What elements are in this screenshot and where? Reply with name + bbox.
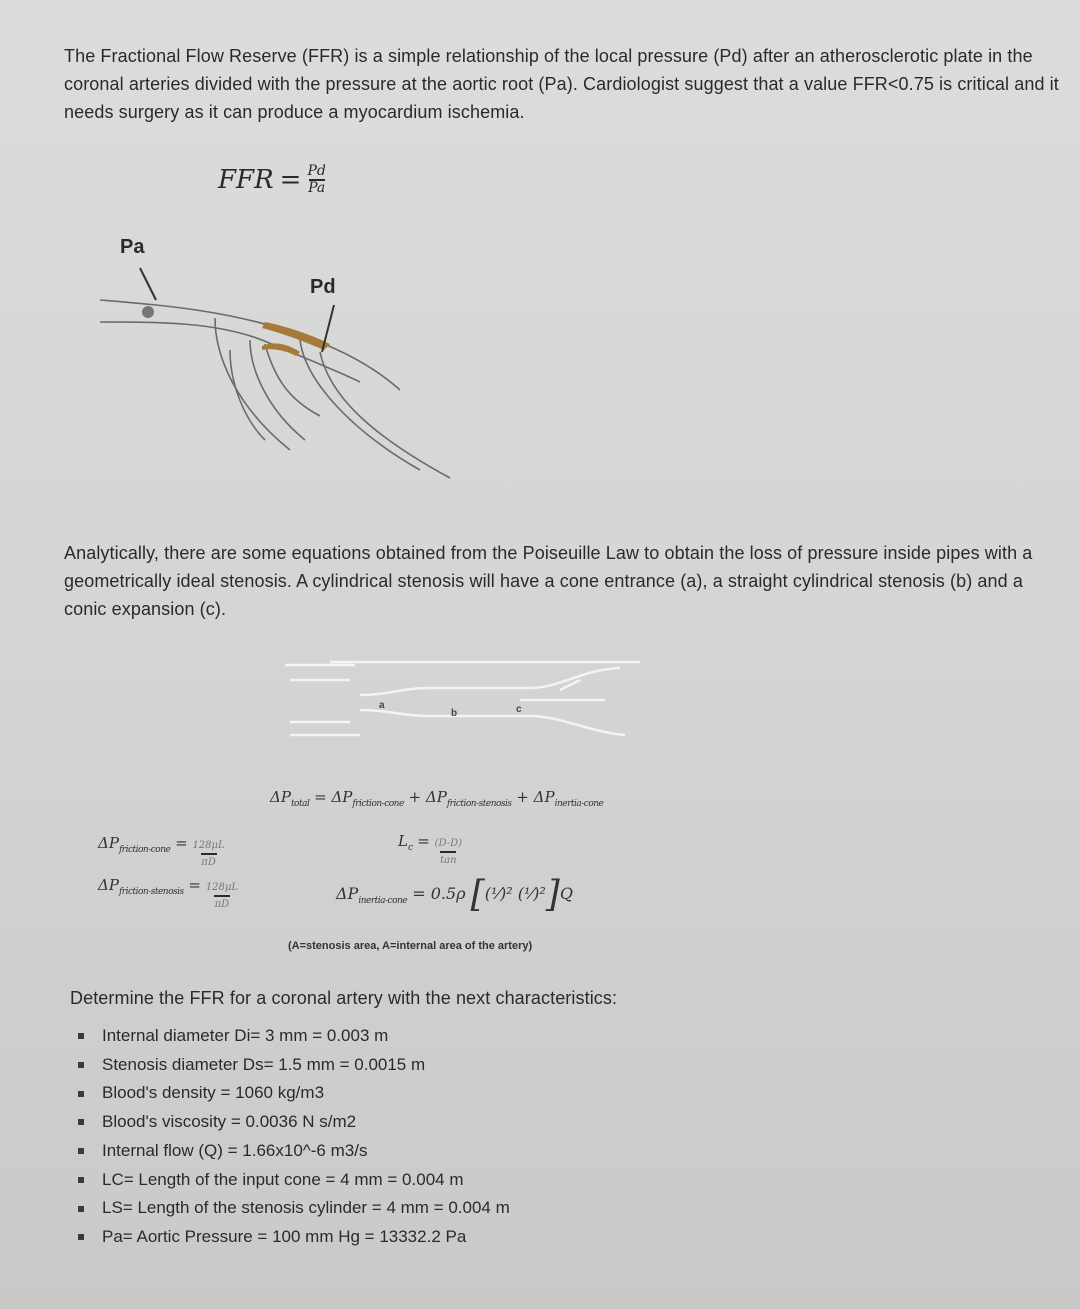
ffr-numerator: Pd — [307, 163, 326, 179]
bullet-icon — [78, 1148, 84, 1154]
ffr-denominator: Pa — [308, 180, 326, 196]
pa-label: Pa — [120, 236, 145, 258]
equation-inertia-cone: $\Delta P_{inertia-cone} = 0.5\rho$ [(⅟)² (⅟)²]Q — [336, 874, 573, 915]
pa-pointer — [140, 268, 156, 300]
ffr-equals: = — [279, 165, 302, 195]
bullet-icon — [78, 1091, 84, 1097]
equation-friction-cone: $\Delta P_{friction-cone}$ = $\frac{128\mu L}{\pi D}$ — [98, 834, 225, 868]
bullet-icon — [78, 1033, 84, 1039]
equation-friction-stenosis: $\Delta P_{friction-stenosis}$ = $\frac{128\mu L}{\pi D}$ — [98, 876, 238, 910]
list-item: Internal flow (Q) = 1.66x10^-6 m3/s — [76, 1137, 510, 1166]
list-item: Pa= Aortic Pressure = 100 mm Hg = 13332.2 Pa — [76, 1223, 510, 1252]
list-item: Blood's viscosity = 0.0036 N s/m2 — [76, 1108, 510, 1137]
list-item: Internal diameter Di= 3 mm = 0.003 m — [76, 1022, 510, 1051]
bullet-icon — [78, 1119, 84, 1125]
bullet-icon — [78, 1206, 84, 1212]
stenosis-pipe-diagram — [285, 662, 640, 735]
list-item: Blood's density = 1060 kg/m3 — [76, 1079, 510, 1108]
stenosis-label-b: b — [451, 708, 458, 719]
pa-sensor — [142, 306, 154, 318]
pd-label: Pd — [310, 276, 336, 298]
stenosis-label-c: c — [516, 704, 522, 715]
analytic-paragraph: Analytically, there are some equations obtained from the Poiseuille Law to obtain the loss of pressure inside pipes with a geometrically ideal stenosis. A cylindrical stenosis will have a cone entrance (a), a straight cylindrical stenosis (b) and a conic expansion (c). — [64, 543, 1033, 619]
intro-paragraph: The Fractional Flow Reserve (FFR) is a simple relationship of the local pressure (Pd) after an atherosclerotic plate in the coronal arteries divided with the pressure at the aortic root (Pa). Cardiologist suggest that a value FFR<0.75 is critical and it needs surgery as it can produce a myocardium ischemia. — [64, 46, 1059, 122]
ffr-lhs: FFR — [218, 165, 274, 195]
equation-length: $L_c$ = $\frac{(D-D)}{\tan}$ — [398, 832, 463, 866]
area-note: (A=stenosis area, A=internal area of the artery) — [288, 940, 533, 952]
equation-total: $\Delta P_{total} = \Delta P_{friction-cone} + \Delta P_{friction-stenosis} + \Delta P_{inertia-cone}$ — [270, 788, 604, 809]
characteristics-list — [76, 1022, 510, 1252]
determine-paragraph: Determine the FFR for a coronal artery with the next characteristics: — [70, 988, 618, 1008]
stenosis-label-a: a — [379, 700, 385, 711]
bullet-icon — [78, 1177, 84, 1183]
bullet-icon — [78, 1234, 84, 1240]
list-item: LS= Length of the stenosis cylinder = 4 mm = 0.004 m — [76, 1194, 510, 1223]
bullet-icon — [78, 1062, 84, 1068]
list-item: Stenosis diameter Ds= 1.5 mm = 0.0015 m — [76, 1051, 510, 1080]
list-item: LC= Length of the input cone = 4 mm = 0.004 m — [76, 1166, 510, 1195]
